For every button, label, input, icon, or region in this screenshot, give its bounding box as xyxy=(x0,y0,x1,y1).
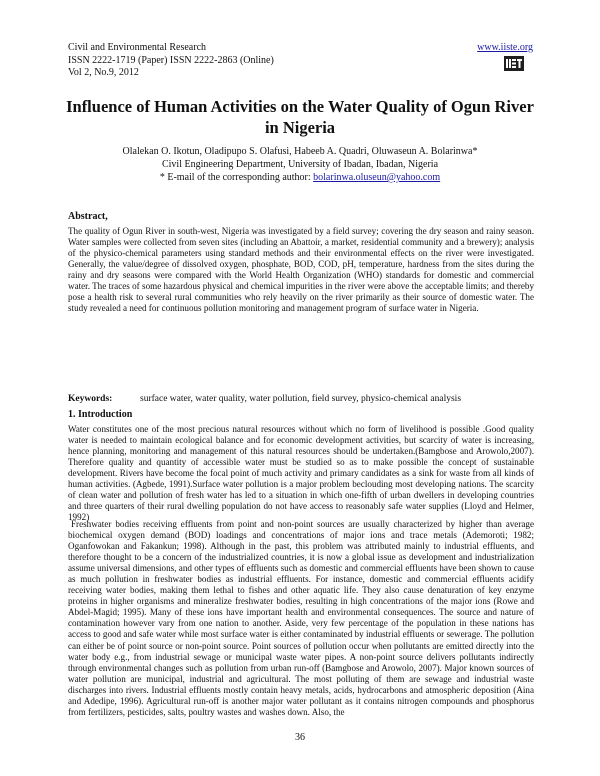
journal-volume: Vol 2, No.9, 2012 xyxy=(68,67,139,78)
journal-issn: ISSN 2222-1719 (Paper) ISSN 2222-2863 (Online) xyxy=(68,54,274,66)
website-link[interactable]: www.iiste.org xyxy=(477,42,533,53)
intro-paragraph-1: Water constitutes one of the most precious natural resources without which no form of livelihood is possible .Good quality water is needed to maintain ecological balance and for economic development activities, but scarcity of water is increasing, hence planning, monitoring and management of this natural resources should be undertaken.(Bamgbose and Arowolo,2007). Therefore quality and quantity of accessible water must be studied so as to make possible the concept of sustainable development. Rivers have become the focal point of much activity and primary candidates as a sink for waste from all kinds of human activities. (Agbede, 1991).Surface water pollution is a major problem beclouding most developing nations. The scarcity of clean water and pollution of fresh water has led to a situation in which one-fifth of urban dwellers in developing countries and three quarters of their rural dwelling population do not have access to reasonably safe water supplies (Lloyd and Helmer, 1992) xyxy=(68,424,534,523)
keywords-text: surface water, water quality, water pollution, field survey, physico-chemical analysis xyxy=(140,394,462,404)
journal-header xyxy=(68,42,274,80)
author-names: Olalekan O. Ikotun, Oladipupo S. Olafusi, Habeeb A. Quadri, Oluwaseun A. Bolarinwa* xyxy=(122,146,478,157)
email-label: * E-mail of the corresponding author: xyxy=(159,172,314,183)
author-affiliation: Civil Engineering Department, University of Ibadan, Ibadan, Nigeria xyxy=(161,159,439,170)
author-block xyxy=(60,145,540,184)
introduction-heading: 1. Introduction xyxy=(68,409,133,420)
email-link[interactable]: bolarinwa.oluseun@yahoo.com xyxy=(313,172,441,183)
page-number: 36 xyxy=(295,732,305,743)
journal-name: Civil and Environmental Research xyxy=(68,42,207,53)
author-email-line xyxy=(60,171,540,184)
abstract-text: The quality of Ogun River in south-west, Nigeria was investigated by a field survey; covering the dry season and rainy season. Water samples were collected from seven sites (including an Abattoir, a market, residential community and a brewery); analysis of the physico-chemical parameters using standard methods and their environmental effects on the river were investigated. Generally, the value/degree of dissolved oxygen, phosphate, BOD, COD, pH, temperature, hardness from the sites during the rainy and dry seasons were compared with the World Health Organization (WHO) standards for domestic and commercial water. The traces of some hazardous physical and chemical impurities in the river were above the acceptable limits; and thereby pose a health risk to several rural communities who rely heavily on the river primarily as their source of domestic water. The study revealed a need for continuous pollution monitoring and management program of surface water in Nigeria. xyxy=(68,226,534,314)
intro-paragraph-2: Freshwater bodies receiving effluents from point and non-point sources are usually characterized by higher than average biochemical oxygen demand (BOD) loadings and concentrations of major ions and trace metals (Ademoroti; 1982; Oganfowokan and Fakankun; 1998). Although in the past, this problem was attributed mainly to industrial effluents, and therefore thought to be a concern of the industrialized countries, it is now a global issue as development and industrialization assume universal dimensions, and other types of effluents such as domestic and commercial effluents have been shown to cause as much pollution in freshwater bodies as industrial effluents. For instance, domestic and commercial effluents acidify receiving water bodies, making them lethal to fishes and other aquatic life. They also cause denaturation of key enzyme proteins in higher organisms and mineralize freshwater bodies, resulting in high concentrations of the major ions (Rowe and Abdel-Magid; 1995). Many of these ions have important health and environmental consequences. The source and nature of contamination however vary from one nation to another. Aside, very few percentage of the population in these nations has access to good and safe water while most surface water is either contaminated by industrial effluents or sewerage. The pollution can either be of point source or non-point source. Point sources of pollution occur when pollutants are emitted directly into the water body e.g., from industrial sewage or municipal waste water pipes. A non-point source delivers pollutants indirectly through environmental changes such as pollution from urban run-off (Bamgbose and Arowolo, 2007). Major known sources of water pollution are municipal, industrial and agricultural. The most polluting of them are sewage and industrial waste discharges into rivers. Industrial effluents mostly contain heavy metals, acids, hydrocarbons and atmospheric deposition (Aina and Adedipe, 1996). Agricultural run-off is another major water pollutant as it contains nitrogen compounds and phosphorus from fertilizers, pesticides, salts, poultry wastes and washes down. Also, the xyxy=(68,519,534,717)
keywords-label: Keywords: xyxy=(68,394,113,404)
keywords-line xyxy=(68,394,461,404)
abstract-heading: Abstract, xyxy=(68,211,108,222)
iiste-logo-icon xyxy=(504,56,524,71)
paper-title: Influence of Human Activities on the Water Quality of Ogun River in Nigeria xyxy=(66,97,534,137)
